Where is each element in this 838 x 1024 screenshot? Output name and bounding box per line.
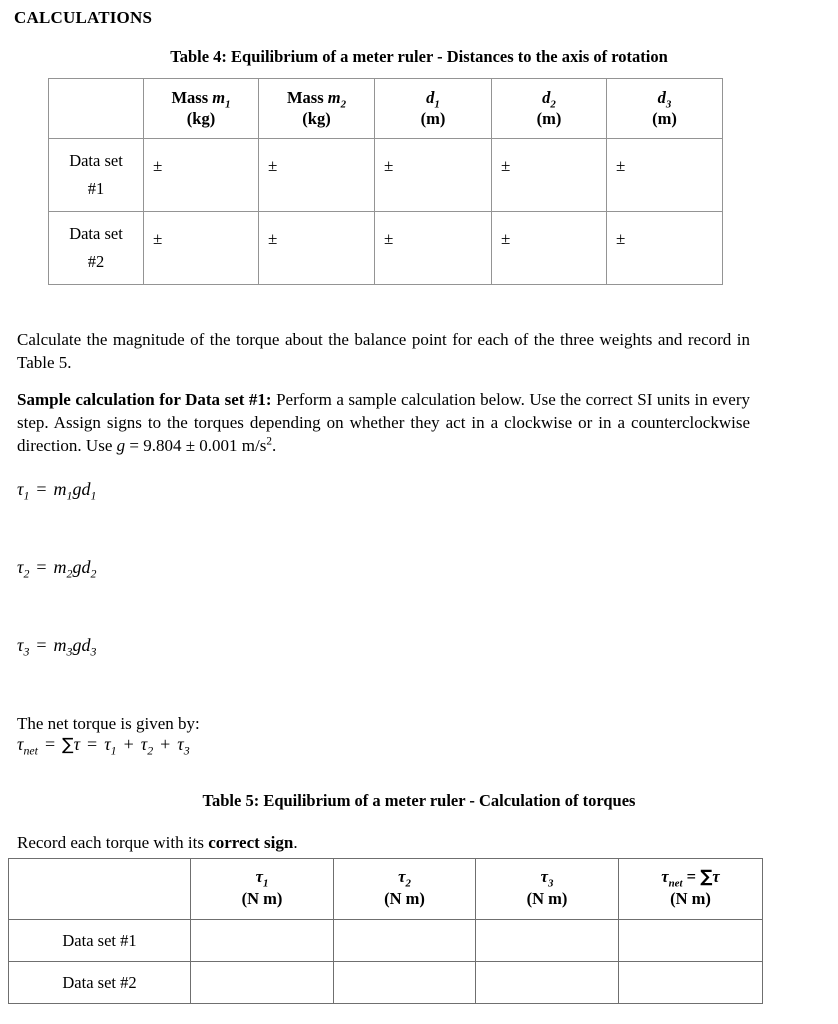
table-row [9, 920, 763, 962]
table5-row1-label: Data set #1 [9, 920, 191, 962]
table4-header-d2: $d_2$ (m) [492, 79, 607, 139]
table5-header-blank [9, 859, 191, 920]
table-5-torques [8, 858, 763, 1004]
eq-tau2-rhs: $m_2gd_2$ [53, 557, 97, 581]
sample-calculation-lead: Sample calculation for Data set #1: [17, 390, 272, 409]
table4-r1-d3-cell[interactable]: ± [607, 139, 723, 212]
table4-r2-mass2-cell[interactable]: ± [259, 212, 375, 285]
equation-tau2 [17, 557, 97, 581]
table-row [9, 962, 763, 1004]
table4-r2-d1-cell[interactable]: ± [375, 212, 492, 285]
paragraph-net-torque-lead: The net torque is given by: [17, 714, 200, 733]
table4-header-d2-unit: (m) [536, 109, 562, 128]
table5-r1-tau3-cell[interactable] [476, 920, 619, 962]
record-end-text: . [293, 833, 298, 852]
table4-header-d3: $d_3$ (m) [607, 79, 723, 139]
eq-tau2-lhs: $\tau_2$ [17, 557, 30, 581]
table5-header-tau-net-unit: (N m) [670, 889, 711, 908]
table-4-distances [48, 78, 723, 285]
table5-r2-tau2-cell[interactable] [334, 962, 476, 1004]
eq-tau3-equals: = [36, 635, 47, 655]
table5-header-tau3: $\tau_3$ (N m) [476, 859, 619, 920]
eq-net-plus-2: + [160, 734, 171, 754]
table5-r2-tau1-cell[interactable] [191, 962, 334, 1004]
table5-r1-tau1-cell[interactable] [191, 920, 334, 962]
table4-header-d3-unit: (m) [652, 109, 677, 128]
gravity-unit-exponent: 2 [266, 435, 272, 448]
summation-icon: ∑ [62, 735, 74, 755]
eq-tau2-equals: = [36, 557, 47, 577]
table5-header-tau1-unit: (N m) [241, 889, 283, 908]
eq-tau3-rhs: $m_3gd_3$ [53, 635, 97, 659]
eq-net-term2: $\tau_2$ [140, 734, 154, 758]
sample-calculation-period: . [271, 436, 277, 455]
equation-tau3 [17, 635, 97, 659]
record-lead-text: Record each torque with its [17, 833, 209, 852]
paragraph-sample-calculation [17, 388, 750, 457]
table4-r2-mass1-cell[interactable]: ± [144, 212, 259, 285]
table-row [49, 212, 723, 285]
table5-header-tau3-unit: (N m) [526, 889, 568, 908]
eq-net-equals-1: = [44, 734, 56, 754]
table5-header-tau2: $\tau_2$ (N m) [334, 859, 476, 920]
table4-header-mass1-unit: (kg) [186, 109, 216, 128]
table4-header-mass1: Mass $m_1$ (kg) [144, 79, 259, 139]
eq-tau1-rhs: $m_1gd_1$ [53, 479, 97, 503]
eq-net-term3: $\tau_3$ [177, 734, 190, 758]
eq-net-equals-2: = [87, 734, 98, 754]
table4-r1-mass2-cell[interactable]: ± [259, 139, 375, 212]
table5-header-tau1: $\tau_1$ (N m) [191, 859, 334, 920]
table4-header-blank [49, 79, 144, 139]
table-row [49, 139, 723, 212]
table5-r1-tau2-cell[interactable] [334, 920, 476, 962]
table4-r1-d2-cell[interactable]: ± [492, 139, 607, 212]
sample-calculation-body: Perform a sample calculation below. Use the correct SI units in every step. Assign signs to the torques depending on whether they act in a clockwise or in a counterclockwise direction. Use [17, 390, 750, 455]
eq-net-sum-tau: τ [73, 734, 81, 754]
equation-tau1 [17, 479, 97, 503]
table5-r2-taunet-cell[interactable] [619, 962, 763, 1004]
summation-icon: ∑ [700, 867, 713, 887]
page-title: CALCULATIONS [14, 8, 153, 27]
table5-caption: Table 5: Equilibrium of a meter ruler - Calculation of torques [202, 791, 636, 810]
paragraph-record-sign [17, 831, 517, 854]
eq-tau1-lhs: $\tau_1$ [17, 479, 30, 503]
table5-row2-label: Data set #2 [9, 962, 191, 1004]
table4-r2-d3-cell[interactable]: ± [607, 212, 723, 285]
table4-header-d1: $d_1$ (m) [375, 79, 492, 139]
table4-row1-label: Data set #1 [49, 139, 144, 212]
table4-header-d1-unit: (m) [420, 109, 446, 128]
table5-header-tau-net: $\tau_{net} = \sum\tau$ (N m) [619, 859, 763, 920]
table4-header-mass2: Mass $m_2$ (kg) [259, 79, 375, 139]
equation-net-torque [17, 734, 190, 758]
table5-header-row [9, 859, 763, 920]
eq-tau1-equals: = [36, 479, 47, 499]
table4-header-row [49, 79, 723, 139]
table5-r1-taunet-cell[interactable] [619, 920, 763, 962]
table4-row2-label: Data set #2 [49, 212, 144, 285]
table4-r1-mass1-cell[interactable]: ± [144, 139, 259, 212]
table4-r2-d2-cell[interactable]: ± [492, 212, 607, 285]
table4-r1-d1-cell[interactable]: ± [375, 139, 492, 212]
paragraph-calculate: Calculate the magnitude of the torque about the balance point for each of the three weights and record in Table 5. [17, 330, 750, 372]
gravity-symbol: g [116, 436, 126, 455]
table4-caption: Table 4: Equilibrium of a meter ruler - Distances to the axis of rotation [170, 47, 668, 66]
eq-net-term1: $\tau_1$ [104, 734, 117, 758]
eq-net-plus-1: + [123, 734, 134, 754]
table5-r2-tau3-cell[interactable] [476, 962, 619, 1004]
gravity-value: = 9.804 ± 0.001 m/s [125, 436, 267, 455]
eq-tau3-lhs: $\tau_3$ [17, 635, 30, 659]
record-bold-text: correct sign [208, 833, 294, 852]
table5-header-tau2-unit: (N m) [384, 889, 425, 908]
table4-header-mass2-unit: (kg) [302, 109, 331, 128]
eq-net-lhs: $\tau_{net}$ [17, 734, 38, 758]
